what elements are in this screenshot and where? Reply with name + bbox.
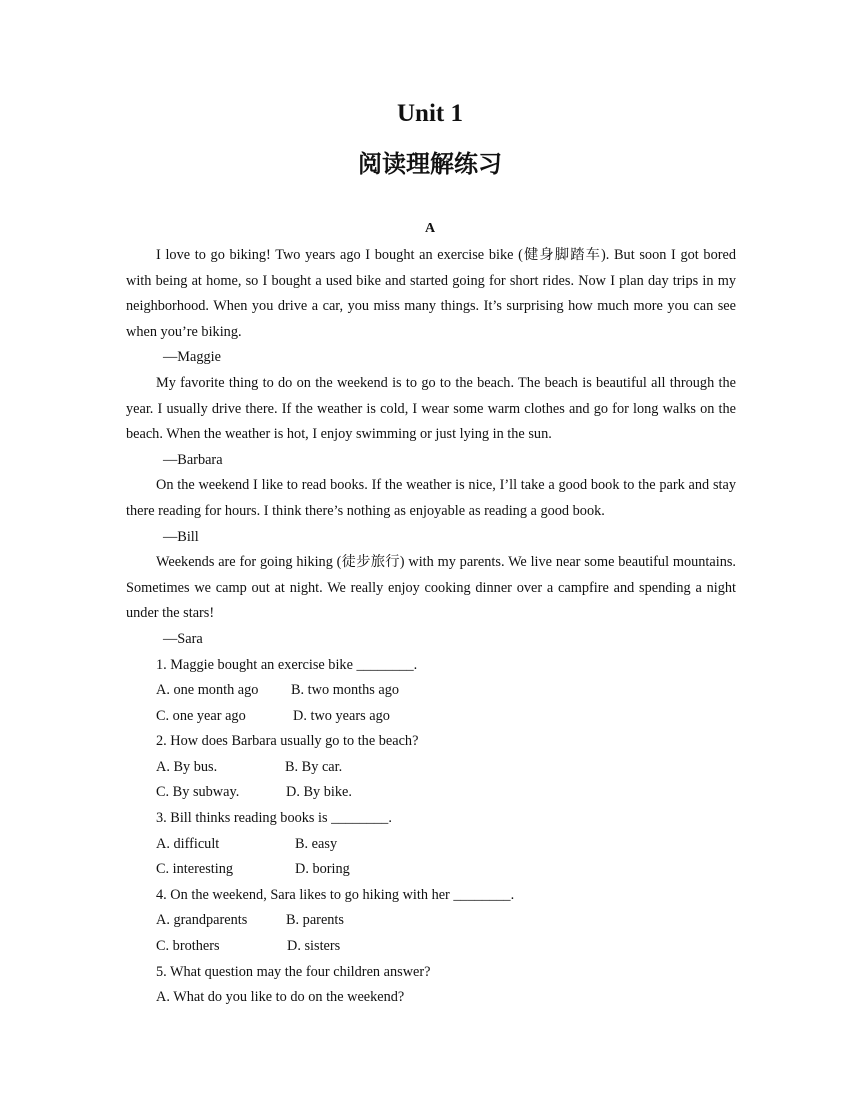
options-row [126,985,736,1011]
option: D. boring [295,861,350,878]
option: C. By subway. [156,784,240,801]
options-row [126,832,736,858]
option: A. By bus. [156,758,218,775]
option: B. easy [295,835,338,852]
option: D. sisters [287,938,341,955]
option: B. By car. [285,758,343,775]
unit-title: Unit 1 [397,100,463,127]
options-row [126,755,736,781]
worksheet-title: 阅读理解练习 [358,150,502,178]
question-3: 3. Bill thinks reading books is ________. [156,810,392,827]
option: C. one year ago [156,707,246,724]
signature-bill: —Bill [163,528,199,545]
option: B. parents [286,912,344,929]
option: C. interesting [156,861,234,878]
option: A. What do you like to do on the weekend? [156,989,405,1006]
options-row [126,857,736,883]
options-row [126,704,736,730]
passage-barbara: My favorite thing to do on the weekend is to go to the beach. The beach is beautiful all through the year. I usually drive there. If the weather is cold, I wear some warm clothes and go for long walks on the beach. When the weather is hot, I enjoy swimming or just lying in the sun. [126,374,736,443]
passage-bill: On the weekend I like to read books. If the weather is nice, I’ll take a good book to the park and stay there reading for hours. I think there’s nothing as enjoyable as reading a good book. [126,477,736,519]
section-label: A [424,221,436,236]
signature-barbara: —Barbara [163,451,223,468]
options-row [126,934,736,960]
option: A. grandparents [156,912,248,929]
question-5: 5. What question may the four children answer? [156,963,431,980]
option: D. By bike. [286,784,352,801]
option: A. one month ago [156,682,259,699]
options-row [126,908,736,934]
option: B. two months ago [291,682,400,699]
signature-maggie: —Maggie [163,349,221,366]
signature-sara: —Sara [163,630,203,647]
question-2: 2. How does Barbara usually go to the beach? [156,733,419,750]
passage-maggie: I love to go biking! Two years ago I bought an exercise bike (健身脚踏车). But soon I got bored with being at home, so I bought a used bike and started going for short rides. Now I plan day trips in my neighborhood. When you drive a car, you miss many things. It’s surprising how much more you can see when you’re biking. [126,247,736,340]
question-4: 4. On the weekend, Sara likes to go hiking with her ________. [156,886,515,903]
option: A. difficult [156,835,220,852]
passage-sara: Weekends are for going hiking (徒步旅行) with my parents. We live near some beautiful mountains. Sometimes we camp out at night. We really enjoy cooking dinner over a campfire and spending a night under the stars! [126,554,736,622]
options-row [126,780,736,806]
options-row [126,678,736,704]
question-1: 1. Maggie bought an exercise bike ________. [156,656,418,673]
reading-content [126,243,736,1011]
option: D. two years ago [293,707,390,724]
option: C. brothers [156,938,220,955]
